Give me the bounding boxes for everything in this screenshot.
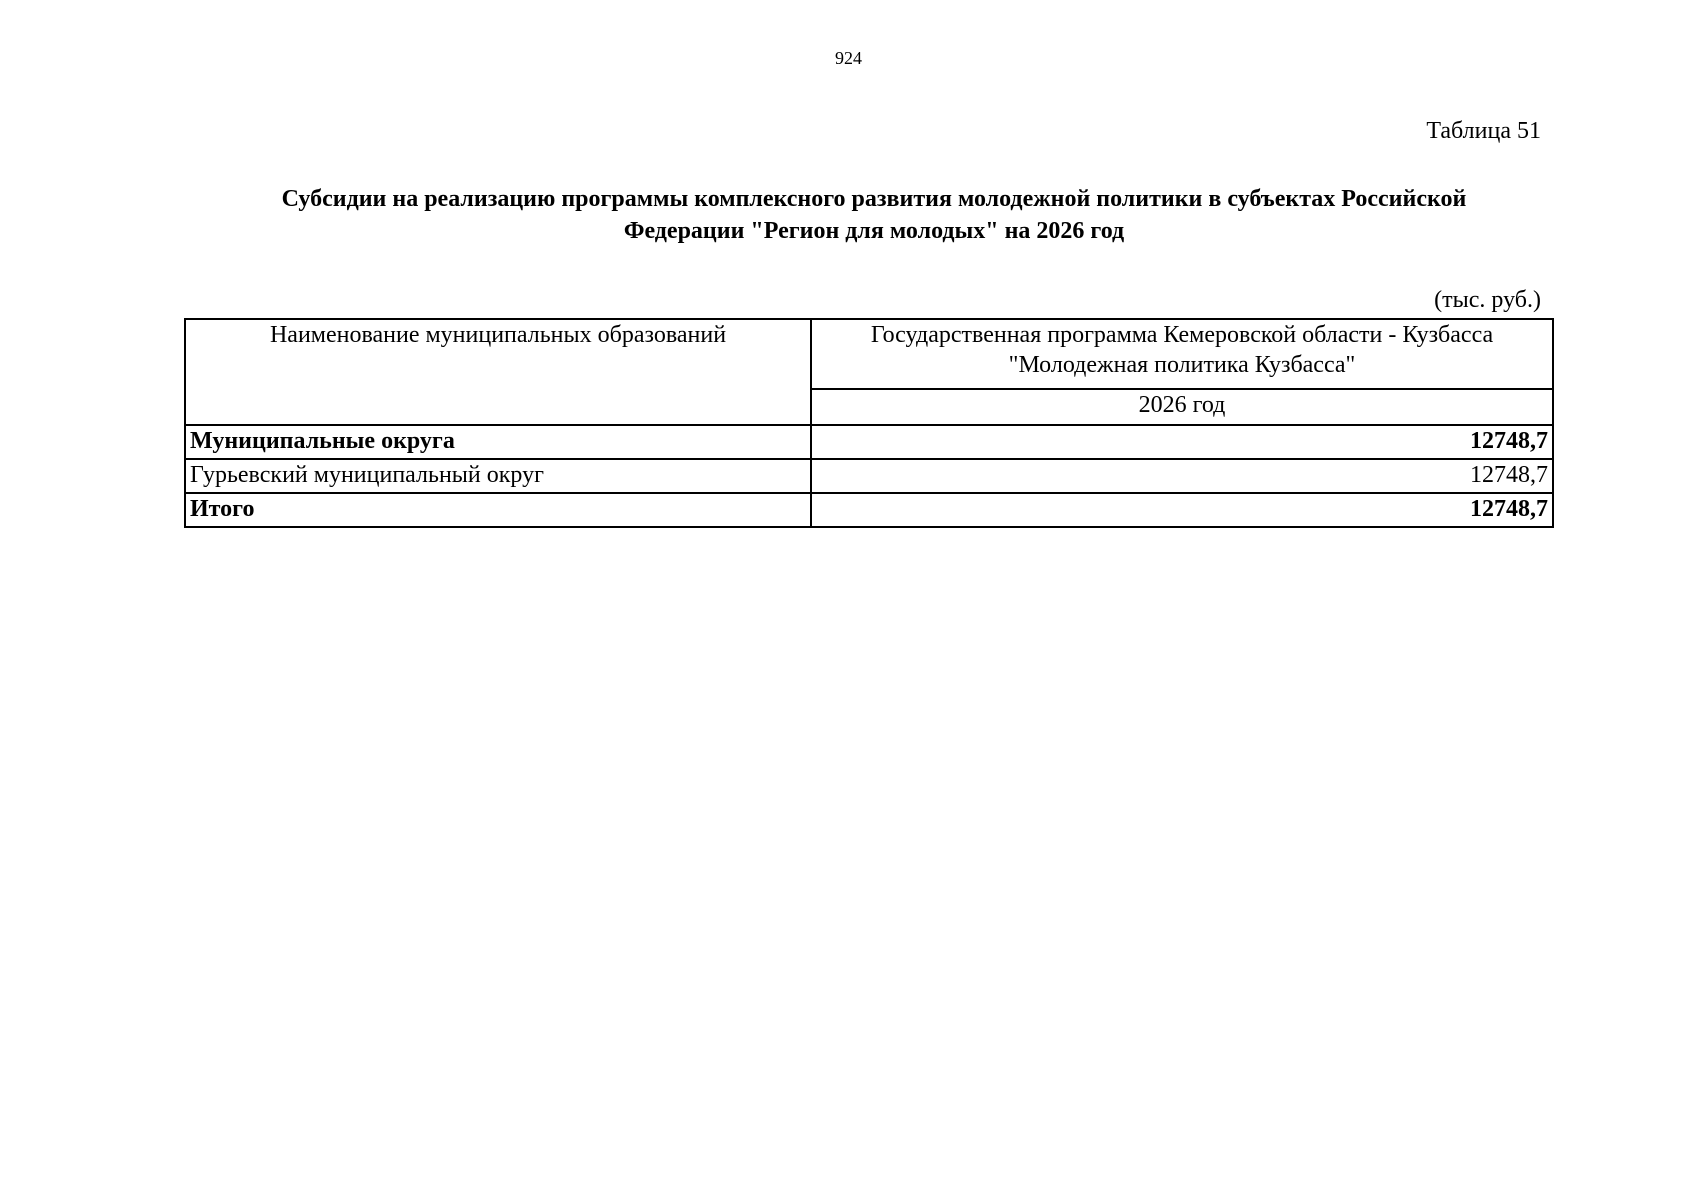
header-program-line-2: "Молодежная политика Кузбасса" (1008, 352, 1356, 378)
row-name: Муниципальные округа (185, 425, 811, 459)
header-program-line-1: Государственная программа Кемеровской области - Кузбасса (870, 322, 1494, 348)
table-header-row (185, 319, 1553, 389)
header-municipality-name: Наименование муниципальных образований (185, 319, 811, 425)
document-title (184, 183, 1564, 247)
table-row (185, 459, 1553, 493)
header-year: 2026 год (811, 389, 1553, 425)
header-program (811, 319, 1553, 389)
row-value: 12748,7 (811, 459, 1553, 493)
row-value: 12748,7 (811, 493, 1553, 527)
subsidy-table (184, 318, 1554, 528)
row-name: Гурьевский муниципальный округ (185, 459, 811, 493)
title-line-2: Федерации "Регион для молодых" на 2026 год (623, 218, 1125, 244)
table-row-total (185, 493, 1553, 527)
page-number: 924 (835, 48, 862, 68)
row-name: Итого (185, 493, 811, 527)
title-line-1: Субсидии на реализацию программы комплексного развития молодежной политики в субъектах Российской (281, 186, 1467, 212)
row-value: 12748,7 (811, 425, 1553, 459)
units-label: (тыс. руб.) (1434, 287, 1541, 313)
table-row (185, 425, 1553, 459)
table-label: Таблица 51 (1426, 118, 1541, 144)
